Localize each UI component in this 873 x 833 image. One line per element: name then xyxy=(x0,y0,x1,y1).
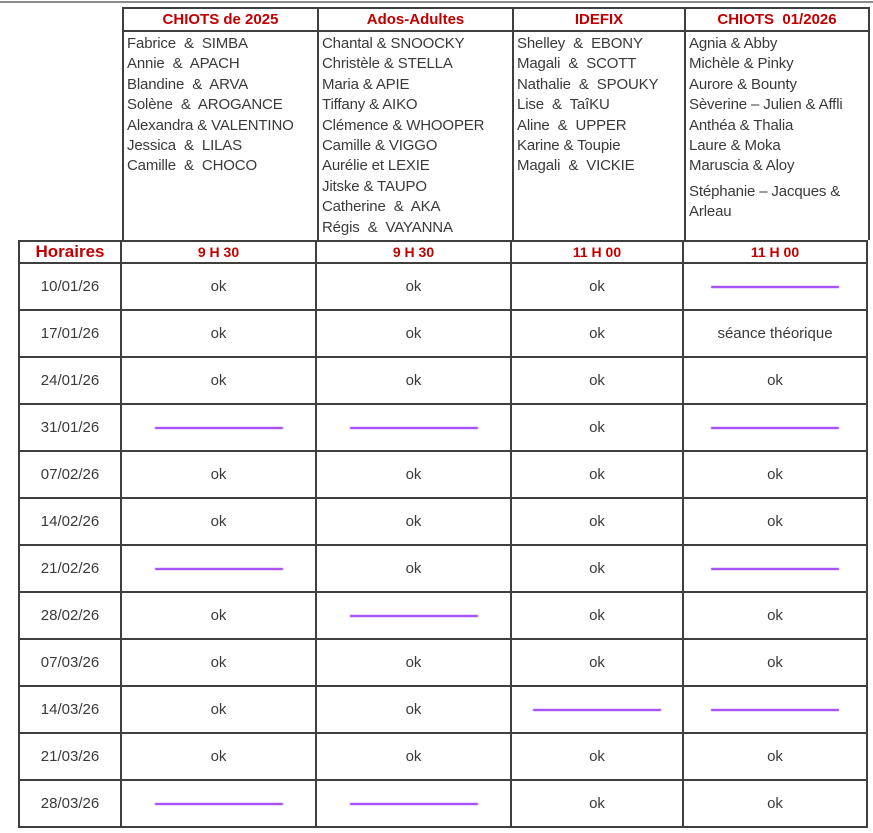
member-entry: Sèverine – Julien & Affli xyxy=(689,96,843,114)
purple-line xyxy=(350,803,478,805)
schedule-cell: ok xyxy=(122,452,317,499)
schedule-row xyxy=(18,734,868,781)
member-entry: Tiffany & AIKO xyxy=(322,96,418,114)
schedule-cell: ok xyxy=(684,358,868,405)
schedule-cell: ok xyxy=(684,593,868,640)
schedule-row xyxy=(18,640,868,687)
date-label: 14/03/26 xyxy=(18,687,122,734)
schedule-cell: ok xyxy=(317,499,512,546)
purple-line xyxy=(533,709,661,711)
schedule-cell: ok xyxy=(684,734,868,781)
member-entry: Régis & VAYANNA xyxy=(322,218,453,236)
date-label: 07/03/26 xyxy=(18,640,122,687)
purple-line xyxy=(155,427,283,429)
member-entry: Blandine & ARVA xyxy=(127,75,249,93)
schedule-cell: ok xyxy=(684,499,868,546)
schedule-cell: ok xyxy=(317,264,512,311)
schedule-cell: ok xyxy=(684,781,868,828)
schedule-cell xyxy=(317,405,512,452)
schedule-cell xyxy=(122,781,317,828)
schedule-cell: ok xyxy=(122,264,317,311)
schedule-cell xyxy=(684,405,868,452)
schedule-row xyxy=(18,311,868,358)
member-entry: Aurore & Bounty xyxy=(689,75,797,93)
schedule-cell: ok xyxy=(512,264,684,311)
header-ados-adultes: Ados-Adultes xyxy=(319,9,514,32)
member-entry: Christèle & STELLA xyxy=(322,55,453,73)
member-entry: Magali & SCOTT xyxy=(517,55,637,73)
member-entry: Camille & CHOCO xyxy=(127,157,257,175)
groups-table xyxy=(122,7,870,240)
schedule-cell: ok xyxy=(122,640,317,687)
members-chiots-2025 xyxy=(124,32,319,240)
schedule-cell: ok xyxy=(512,499,684,546)
schedule-cell: ok xyxy=(512,546,684,593)
schedule-cell xyxy=(122,546,317,593)
member-entry: Karine & Toupie xyxy=(517,137,621,155)
header-chiots-2026: CHIOTS 01/2026 xyxy=(686,9,870,32)
member-entry: Jessica & LILAS xyxy=(127,137,243,155)
schedule-cell: ok xyxy=(122,593,317,640)
members-ados-adultes xyxy=(319,32,514,240)
date-label: 07/02/26 xyxy=(18,452,122,499)
time-ados-adultes: 9 H 30 xyxy=(317,242,512,264)
member-entry: Maruscia & Aloy xyxy=(689,157,795,175)
date-label: 24/01/26 xyxy=(18,358,122,405)
schedule-cell: séance théorique xyxy=(684,311,868,358)
purple-line xyxy=(711,568,839,570)
date-label: 21/02/26 xyxy=(18,546,122,593)
member-entry: Shelley & EBONY xyxy=(517,35,643,52)
member-entry: Aline & UPPER xyxy=(517,116,627,134)
schedule-row xyxy=(18,358,868,405)
schedule-row xyxy=(18,546,868,593)
schedule-row xyxy=(18,593,868,640)
member-entry: Aurélie et LEXIE xyxy=(322,157,430,175)
member-entry: Alexandra & VALENTINO xyxy=(127,116,294,134)
horaires-row xyxy=(18,242,868,264)
schedule-cell: ok xyxy=(317,687,512,734)
schedule-cell xyxy=(317,781,512,828)
schedule-row xyxy=(18,781,868,828)
purple-line xyxy=(711,427,839,429)
schedule-cell: ok xyxy=(512,405,684,452)
schedule-cell: ok xyxy=(122,734,317,781)
member-entry: Camille & VIGGO xyxy=(322,137,438,155)
schedule-cell: ok xyxy=(122,311,317,358)
schedule-cell xyxy=(684,264,868,311)
member-entry: Maria & APIE xyxy=(322,75,410,93)
time-chiots-2026: 11 H 00 xyxy=(684,242,868,264)
member-entry: Catherine & AKA xyxy=(322,198,441,216)
schedule-cell: ok xyxy=(512,640,684,687)
purple-line xyxy=(155,803,283,805)
time-chiots-2025: 9 H 30 xyxy=(122,242,317,264)
date-label: 10/01/26 xyxy=(18,264,122,311)
schedule-cell: ok xyxy=(512,734,684,781)
purple-line xyxy=(350,615,478,617)
purple-line xyxy=(350,427,478,429)
member-entry: Nathalie & SPOUKY xyxy=(517,75,659,93)
date-label: 17/01/26 xyxy=(18,311,122,358)
schedule-cell xyxy=(512,687,684,734)
schedule-cell: ok xyxy=(122,687,317,734)
schedule-cell xyxy=(317,593,512,640)
schedule-row xyxy=(18,452,868,499)
schedule-cell xyxy=(684,546,868,593)
schedule-cell: ok xyxy=(684,452,868,499)
members-chiots-2026 xyxy=(686,32,870,240)
schedule-cell: ok xyxy=(317,640,512,687)
schedule-row xyxy=(18,687,868,734)
member-entry: Stéphanie – Jacques & Arleau xyxy=(689,182,844,221)
schedule-cell: ok xyxy=(512,358,684,405)
schedule-cell: ok xyxy=(122,358,317,405)
member-entry: Solène & AROGANCE xyxy=(127,96,283,114)
schedule-cell: ok xyxy=(512,311,684,358)
purple-line xyxy=(711,709,839,711)
date-rows xyxy=(18,264,868,828)
date-label: 28/03/26 xyxy=(18,781,122,828)
header-chiots-2025: CHIOTS de 2025 xyxy=(124,9,319,32)
member-entry: Laure & Moka xyxy=(689,137,781,155)
schedule-cell: ok xyxy=(317,546,512,593)
date-label: 21/03/26 xyxy=(18,734,122,781)
schedule-row xyxy=(18,499,868,546)
member-entry: Clémence & WHOOPER xyxy=(322,116,485,134)
date-label: 14/02/26 xyxy=(18,499,122,546)
page-top-rule xyxy=(0,1,873,3)
member-entry: Fabrice & SIMBA xyxy=(127,35,248,52)
purple-line xyxy=(711,286,839,288)
schedule-cell: ok xyxy=(317,311,512,358)
horaires-header-cell xyxy=(18,242,122,264)
schedule-cell: ok xyxy=(512,781,684,828)
schedule-cell: ok xyxy=(512,593,684,640)
member-entry: Anthéa & Thalia xyxy=(689,116,794,134)
horaires-label: Horaires xyxy=(35,242,105,261)
member-entry: Agnia & Abby xyxy=(689,35,778,52)
time-idefix: 11 H 00 xyxy=(512,242,684,264)
schedule-cell: ok xyxy=(317,734,512,781)
schedule-cell: ok xyxy=(122,499,317,546)
date-label: 28/02/26 xyxy=(18,593,122,640)
schedule-cell: ok xyxy=(317,358,512,405)
member-entry: Lise & TaîKU xyxy=(517,96,610,114)
members-idefix xyxy=(514,32,686,240)
header-idefix: IDEFIX xyxy=(514,9,686,32)
member-entry: Chantal & SNOOCKY xyxy=(322,35,465,52)
schedule-cell xyxy=(684,687,868,734)
schedule-table xyxy=(18,240,868,828)
schedule-cell: ok xyxy=(512,452,684,499)
member-entry: Magali & VICKIE xyxy=(517,157,635,175)
schedule-cell: ok xyxy=(684,640,868,687)
member-entry: Jitske & TAUPO xyxy=(322,177,427,195)
member-entry: Michèle & Pinky xyxy=(689,55,794,73)
purple-line xyxy=(155,568,283,570)
schedule-cell: ok xyxy=(317,452,512,499)
schedule-cell xyxy=(122,405,317,452)
member-entry: Annie & APACH xyxy=(127,55,240,73)
schedule-row xyxy=(18,264,868,311)
date-label: 31/01/26 xyxy=(18,405,122,452)
schedule-row xyxy=(18,405,868,452)
